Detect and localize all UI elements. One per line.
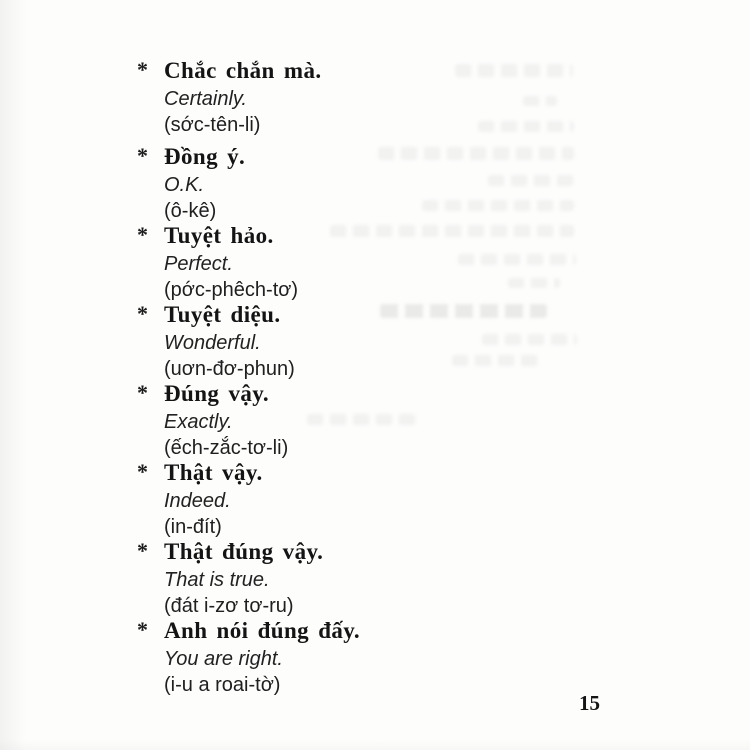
asterisk-bullet: * — [137, 57, 148, 82]
page-number: 15 — [579, 691, 600, 715]
vietnamese-phrase: Đúng vậy. — [164, 381, 270, 406]
vietnamese-phrase: Anh nói đúng đấy. — [164, 618, 361, 643]
entry-lines — [164, 537, 617, 619]
vietnamese-phrase: Chắc chắn mà. — [164, 58, 322, 83]
phrase-entry — [137, 56, 617, 142]
entry-lines — [164, 616, 617, 698]
phrase-entry — [137, 142, 617, 221]
phrase-entry — [137, 300, 617, 379]
asterisk-bullet: * — [137, 617, 148, 642]
asterisk-bullet: * — [137, 222, 148, 247]
scan-edge-shadow — [0, 740, 750, 750]
pronunciation-guide: (i-u a roai-tờ) — [164, 674, 281, 696]
pronunciation-guide: (ô-kê) — [164, 200, 217, 222]
english-translation: Exactly. — [164, 411, 233, 433]
entry-lines — [164, 379, 617, 461]
vietnamese-phrase: Tuyệt diệu. — [164, 302, 281, 327]
phrase-list — [137, 56, 617, 695]
asterisk-bullet: * — [137, 143, 148, 168]
phrase-entry — [137, 221, 617, 300]
vietnamese-phrase: Thật vậy. — [164, 460, 263, 485]
asterisk-bullet: * — [137, 538, 148, 563]
entry-lines — [164, 142, 617, 224]
asterisk-bullet: * — [137, 301, 148, 326]
pronunciation-guide: (pớc-phêch-tơ) — [164, 279, 299, 301]
english-translation: Perfect. — [164, 253, 233, 275]
pronunciation-guide: (in-đít) — [164, 516, 222, 538]
pronunciation-guide: (uơn-đơ-phun) — [164, 358, 295, 380]
asterisk-bullet: * — [137, 459, 148, 484]
phrase-entry — [137, 537, 617, 616]
scan-edge-shadow — [0, 0, 26, 750]
pronunciation-guide: (đát i-zơ tơ-ru) — [164, 595, 294, 617]
english-translation: O.K. — [164, 174, 205, 196]
vietnamese-phrase: Đồng ý. — [164, 144, 246, 169]
phrase-entry — [137, 616, 617, 695]
phrase-entry — [137, 458, 617, 537]
vietnamese-phrase: Tuyệt hảo. — [164, 223, 274, 248]
entry-lines — [164, 221, 617, 303]
english-translation: That is true. — [164, 569, 270, 591]
asterisk-bullet: * — [137, 380, 148, 405]
english-translation: Certainly. — [164, 88, 247, 110]
phrase-entry — [137, 379, 617, 458]
pronunciation-guide: (sớc-tên-li) — [164, 114, 261, 136]
entry-lines — [164, 300, 617, 382]
vietnamese-phrase: Thật đúng vậy. — [164, 539, 324, 564]
entry-lines — [164, 56, 617, 138]
english-translation: Indeed. — [164, 490, 231, 512]
english-translation: You are right. — [164, 648, 283, 670]
pronunciation-guide: (ếch-zắc-tơ-li) — [164, 437, 289, 459]
entry-lines — [164, 458, 617, 540]
english-translation: Wonderful. — [164, 332, 261, 354]
